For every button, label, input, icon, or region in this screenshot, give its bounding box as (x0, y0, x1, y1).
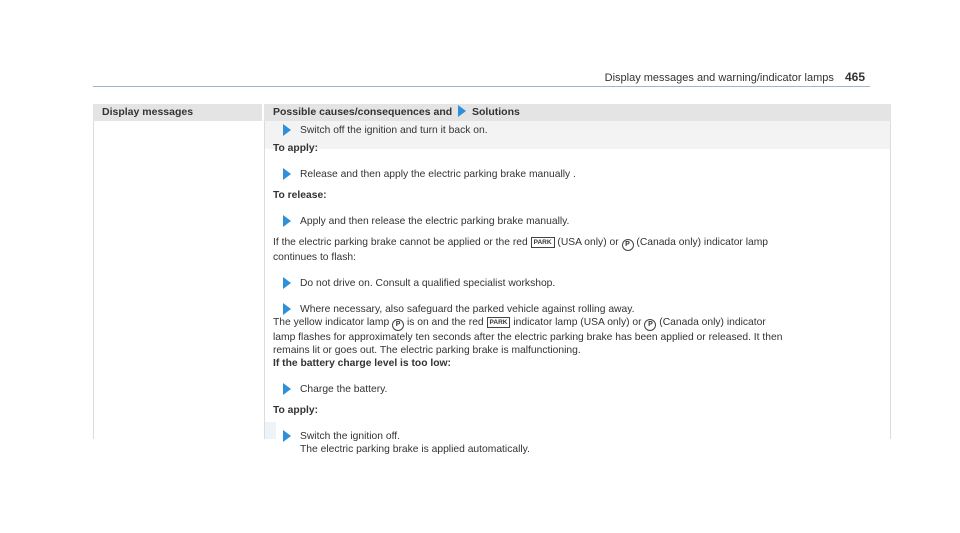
header-rule (93, 86, 870, 87)
step-arrow-icon (283, 124, 291, 136)
column-header-causes-text: Possible causes/consequences and (273, 106, 453, 118)
running-header (0, 70, 865, 84)
paragraph-text: continues to flash: (273, 252, 356, 263)
step-text: Do not drive on. Consult a qualified specialist workshop. (300, 278, 556, 289)
battery-heading: If the battery charge level is too low: (273, 358, 451, 369)
messages-table (93, 104, 891, 455)
paragraph-text: The yellow indicator lamp (273, 317, 390, 328)
step-text: Charge the battery. (300, 384, 388, 395)
step-item (273, 430, 883, 456)
column-header-causes (264, 104, 891, 121)
p-circle-symbol-icon: P (644, 319, 656, 331)
arrow-right-icon (458, 105, 466, 117)
step-item (273, 277, 883, 290)
step-item (273, 303, 883, 316)
column-header-solutions-text: Solutions (472, 106, 520, 118)
step-item (273, 215, 883, 228)
paragraph-text: indicator lamp (USA only) or (513, 317, 642, 328)
table-right-border (890, 121, 891, 439)
park-symbol-icon: PARK (487, 317, 511, 328)
step-result-text: The electric parking brake is applied automatically. (300, 444, 530, 455)
apply-label: To apply: (273, 405, 318, 416)
paragraph-text: (USA only) or (557, 237, 619, 248)
column-header-display-messages: Display messages (93, 104, 264, 121)
paragraph-text: lamp flashes for approximately ten seconds after the electric parking brake has been applied or released. It then (273, 332, 783, 343)
apply-label: To apply: (273, 143, 318, 154)
step-arrow-icon (283, 430, 291, 442)
solutions-content (273, 121, 883, 456)
p-circle-symbol-icon: P (392, 319, 404, 331)
page-number: 465 (844, 70, 865, 84)
paragraph-text: If the electric parking brake cannot be applied or the red (273, 237, 528, 248)
step-text: Where necessary, also safeguard the parked vehicle against rolling away. (300, 304, 635, 315)
table-left-border (93, 121, 94, 439)
step-item (273, 168, 883, 181)
condition-paragraph (273, 236, 883, 264)
step-arrow-icon (283, 215, 291, 227)
step-text: Apply and then release the electric parking brake manually. (300, 216, 570, 227)
step-arrow-icon (283, 277, 291, 289)
table-column-divider (264, 121, 265, 439)
step-text: Switch the ignition off. (300, 431, 400, 442)
table-header-row (93, 104, 891, 121)
running-header-title: Display messages and warning/indicator lamps (604, 72, 834, 84)
release-label: To release: (273, 190, 327, 201)
paragraph-text: (Canada only) indicator (659, 317, 766, 328)
step-arrow-icon (283, 383, 291, 395)
malfunction-paragraph (273, 316, 883, 357)
step-arrow-icon (283, 168, 291, 180)
p-circle-symbol-icon: P (622, 239, 634, 251)
step-text: Switch off the ignition and turn it back on. (300, 125, 488, 136)
step-arrow-icon (283, 303, 291, 315)
paragraph-text: is on and the red (406, 317, 484, 328)
step-text: Release and then apply the electric parking brake manually . (300, 169, 576, 180)
step-item (273, 124, 883, 137)
paragraph-text: remains lit or goes out. The electric parking brake is malfunctioning. (273, 345, 581, 356)
paragraph-text: (Canada only) indicator lamp (636, 237, 769, 248)
park-symbol-icon: PARK (531, 237, 555, 248)
step-item (273, 383, 883, 396)
